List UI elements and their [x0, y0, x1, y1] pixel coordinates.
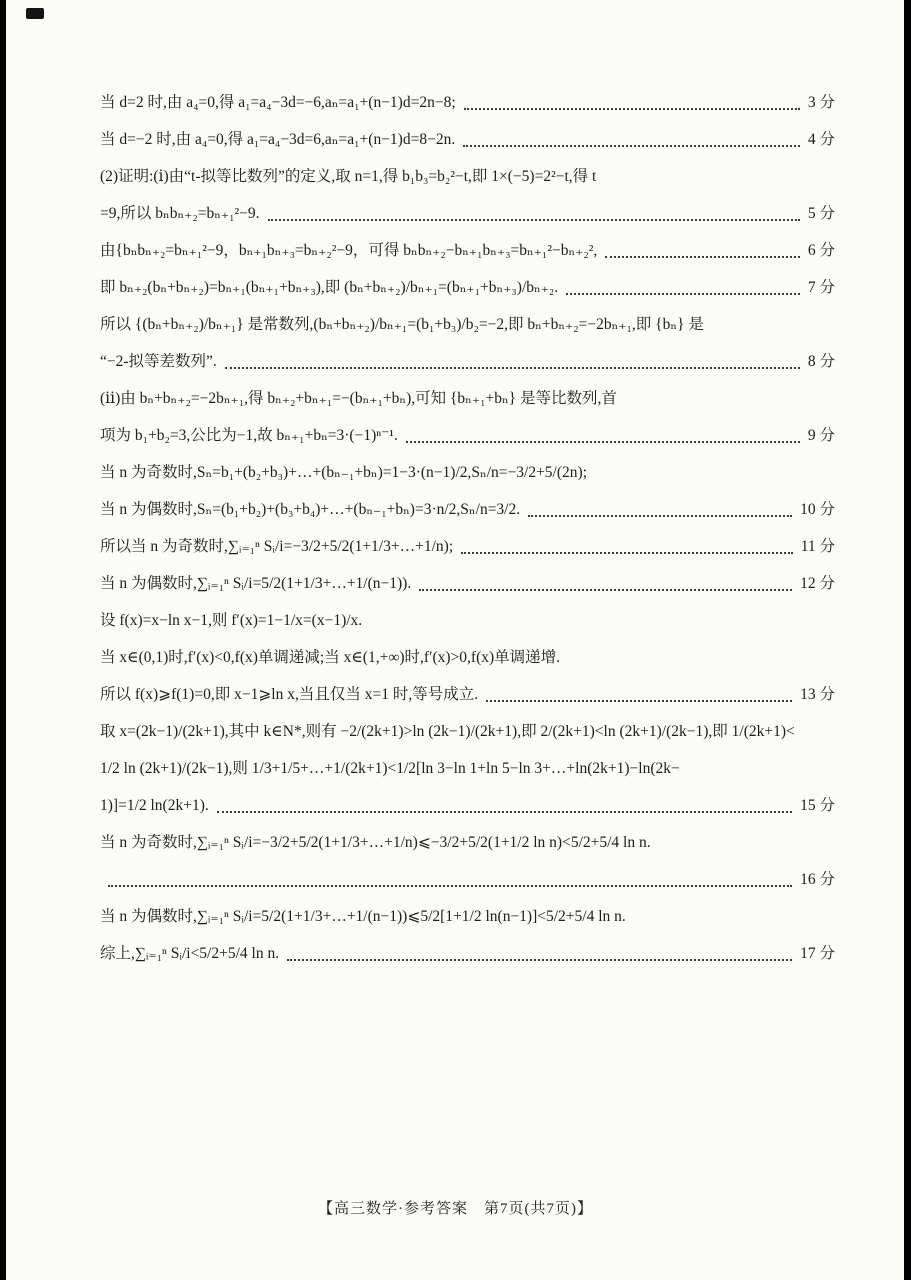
line-text: 由{bₙbₙ₊₂=bₙ₊₁²−9，bₙ₊₁bₙ₊₃=bₙ₊₂²−9，可得 bₙbₙ₊₂−bₙ₊₁bₙ₊₃=bₙ₊₁²−bₙ₊₂², [100, 242, 598, 259]
line-text: 当 n 为奇数时,Sₙ=b₁+(b₂+b₃)+…+(bₙ₋₁+bₙ)=1−3·(n−1)/2,Sₙ/n=−3/2+5/(2n); [100, 464, 587, 481]
solution-line [100, 832, 835, 863]
solution-line [100, 573, 835, 604]
score-mark: 13 分 [800, 686, 835, 703]
line-text: (ⅱ)由 bₙ+bₙ₊₂=−2bₙ₊₁,得 bₙ₊₂+bₙ₊₁=−(bₙ₊₁+bₙ),可知 {bₙ₊₁+bₙ} 是等比数列,首 [100, 390, 617, 407]
score-mark: 8 分 [807, 353, 835, 370]
solution-line [100, 647, 835, 678]
solution-line [100, 166, 835, 197]
line-text: 设 f(x)=x−ln x−1,则 f′(x)=1−1/x=(x−1)/x. [100, 612, 363, 629]
solution-line [100, 388, 835, 419]
score-mark: 7 分 [807, 279, 835, 296]
score-mark: 10 分 [800, 501, 835, 518]
line-text: 取 x=(2k−1)/(2k+1),其中 k∈N*,则有 −2/(2k+1)>ln (2k−1)/(2k+1),即 2/(2k+1)<ln (2k+1)/(2k−1),即 1/(2k+1)< [100, 723, 795, 740]
dot-leader [464, 108, 800, 110]
score-mark: 12 分 [800, 575, 835, 592]
solution-line [100, 536, 835, 567]
dot-leader [419, 589, 792, 591]
line-text: 当 x∈(0,1)时,f′(x)<0,f(x)单调递减;当 x∈(1,+∞)时,f′(x)>0,f(x)单调递增. [100, 649, 561, 666]
line-text: 1)]=1/2 ln(2k+1). [100, 797, 209, 814]
score-mark: 3 分 [807, 94, 835, 111]
line-text: (2)证明:(ⅰ)由“t-拟等比数列”的定义,取 n=1,得 b₁b₃=b₂²−t,即 1×(−5)=2²−t,得 t [100, 168, 597, 185]
solution-line [100, 92, 835, 123]
dot-leader [528, 515, 792, 517]
line-text: “−2-拟等差数列”. [100, 353, 217, 370]
line-text: 当 d=2 时,由 a₄=0,得 a₁=a₄−3d=−6,aₙ=a₁+(n−1)d=2n−8; [100, 94, 456, 111]
line-text: 所以当 n 为奇数时,∑ᵢ₌₁ⁿ Sᵢ/i=−3/2+5/2(1+1/3+…+1/n); [100, 538, 454, 555]
scan-edge-right [904, 0, 911, 1280]
solution-line [100, 906, 835, 937]
dot-leader [108, 885, 792, 887]
scan-artifact-mark [26, 8, 44, 19]
solution-line [100, 610, 835, 641]
solution-line [100, 314, 835, 345]
dot-leader [406, 441, 800, 443]
solution-line [100, 240, 835, 271]
solution-text [100, 86, 835, 980]
line-text: 即 bₙ₊₂(bₙ+bₙ₊₂)=bₙ₊₁(bₙ₊₁+bₙ₊₃),即 (bₙ+bₙ₊₂)/bₙ₊₁=(bₙ₊₁+bₙ₊₃)/bₙ₊₂. [100, 279, 559, 296]
line-text: 当 d=−2 时,由 a₄=0,得 a₁=a₄−3d=6,aₙ=a₁+(n−1)d=8−2n. [100, 131, 456, 148]
score-mark: 16 分 [800, 871, 835, 888]
line-text: 项为 b₁+b₂=3,公比为−1,故 bₙ₊₁+bₙ=3·(−1)ⁿ⁻¹. [100, 427, 398, 444]
score-mark: 15 分 [800, 797, 835, 814]
dot-leader [268, 219, 800, 221]
line-text: 1/2 ln (2k+1)/(2k−1),则 1/3+1/5+…+1/(2k+1)<1/2[ln 3−ln 1+ln 5−ln 3+…+ln(2k+1)−ln(2k− [100, 760, 680, 777]
score-mark: 4 分 [807, 131, 835, 148]
line-text: =9,所以 bₙbₙ₊₂=bₙ₊₁²−9. [100, 205, 260, 222]
solution-line [100, 499, 835, 530]
solution-line [100, 425, 835, 456]
solution-line [100, 943, 835, 974]
dot-leader [463, 145, 800, 147]
score-mark: 9 分 [807, 427, 835, 444]
line-text: 所以 f(x)⩾f(1)=0,即 x−1⩾ln x,当且仅当 x=1 时,等号成立. [100, 686, 479, 703]
dot-leader [217, 811, 792, 813]
line-text: 所以 {(bₙ+bₙ₊₂)/bₙ₊₁} 是常数列,(bₙ+bₙ₊₂)/bₙ₊₁=(b₁+b₃)/b₂=−2,即 bₙ+bₙ₊₂=−2bₙ₊₁,即 {bₙ} 是 [100, 316, 704, 333]
page-footer: 【高三数学·参考答案 第7页(共7页)】 [318, 1201, 593, 1217]
solution-line [100, 462, 835, 493]
dot-leader [566, 293, 800, 295]
solution-line [100, 795, 835, 826]
score-mark: 17 分 [800, 945, 835, 962]
solution-line [100, 684, 835, 715]
line-text: 综上,∑ᵢ₌₁ⁿ Sᵢ/i<5/2+5/4 ln n. [100, 945, 280, 962]
solution-line [100, 129, 835, 160]
dot-leader [486, 700, 792, 702]
scan-edge-left [0, 0, 6, 1280]
dot-leader [461, 552, 793, 554]
solution-line [100, 721, 835, 752]
score-mark: 11 分 [800, 538, 835, 555]
line-text: 当 n 为偶数时,∑ᵢ₌₁ⁿ Sᵢ/i=5/2(1+1/3+…+1/(n−1))⩽5/2[1+1/2 ln(n−1)]<5/2+5/4 ln n. [100, 908, 626, 925]
solution-line [100, 203, 835, 234]
dot-leader [605, 256, 800, 258]
line-text: 当 n 为偶数时,∑ᵢ₌₁ⁿ Sᵢ/i=5/2(1+1/3+…+1/(n−1)). [100, 575, 412, 592]
dot-leader [287, 959, 792, 961]
dot-leader [225, 367, 800, 369]
score-mark: 5 分 [807, 205, 835, 222]
solution-line [100, 869, 835, 900]
line-text: 当 n 为偶数时,Sₙ=(b₁+b₂)+(b₃+b₄)+…+(bₙ₋₁+bₙ)=3·n/2,Sₙ/n=3/2. [100, 501, 521, 518]
solution-line [100, 351, 835, 382]
score-mark: 6 分 [807, 242, 835, 259]
line-text: 当 n 为奇数时,∑ᵢ₌₁ⁿ Sᵢ/i=−3/2+5/2(1+1/3+…+1/n)⩽−3/2+5/2(1+1/2 ln n)<5/2+5/4 ln n. [100, 834, 651, 851]
solution-line [100, 277, 835, 308]
solution-line [100, 758, 835, 789]
